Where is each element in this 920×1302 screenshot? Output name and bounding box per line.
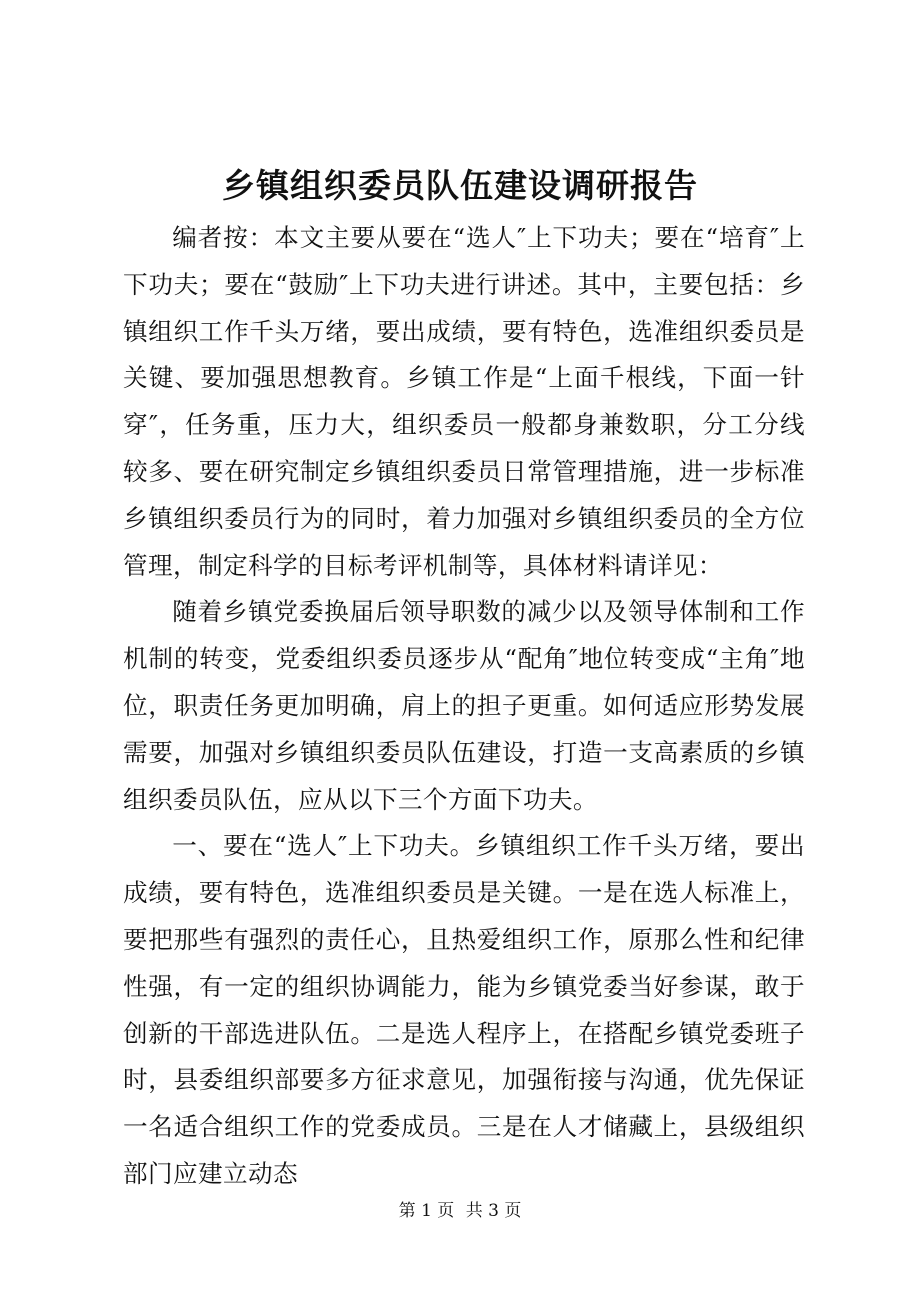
document-title: 乡镇组织委员队伍建设调研报告 xyxy=(222,166,698,205)
paragraph-editor-note: 编者按：本文主要从要在“选人″上下功夫；要在“培育″上下功夫；要在“鼓励″上下功夫进行讲述。其中，主要包括：乡镇组织工作千头万绪，要出成绩，要有特色，选准组织委员是关键、要加强思想教育。乡镇工作是“上面千根线，下面一针穿″，任务重，压力大，组织委员一般都身兼数职，分工分线较多、要在研究制定乡镇组织委员日常管理措施，进一步标准乡镇组织委员行为的同时，着力加强对乡镇组织委员的全方位管理，制定科学的目标考评机制等，具体材料请详见： xyxy=(123,223,805,580)
page-number-total: 共 3 页 xyxy=(465,1201,522,1221)
page-footer xyxy=(0,1198,920,1224)
paragraph-section-one: 一、要在“选人″上下功夫。乡镇组织工作千头万绪，要出成绩，要有特色，选准组织委员是关键。一是在选人标准上，要把那些有强烈的责任心，且热爱组织工作，原那么性和纪律性强，有一定的组织协调能力，能为乡镇党委当好参谋，敢于创新的干部选进队伍。二是选人程序上，在搭配乡镇党委班子时，县委组织部要多方征求意见，加强衔接与沟通，优先保证一名适合组织工作的党委成员。三是在人才储藏上，县级组织部门应建立动态 xyxy=(123,831,805,1188)
document-body xyxy=(123,215,805,1198)
paragraph-introduction: 随着乡镇党委换届后领导职数的减少以及领导体制和工作机制的转变，党委组织委员逐步从“配角″地位转变成“主角″地位，职责任务更加明确，肩上的担子更重。如何适应形势发展需要，加强对乡镇组织委员队伍建设，打造一支高素质的乡镇组织委员队伍，应从以下三个方面下功夫。 xyxy=(123,597,805,814)
page-number-current: 第 1 页 xyxy=(398,1201,455,1221)
